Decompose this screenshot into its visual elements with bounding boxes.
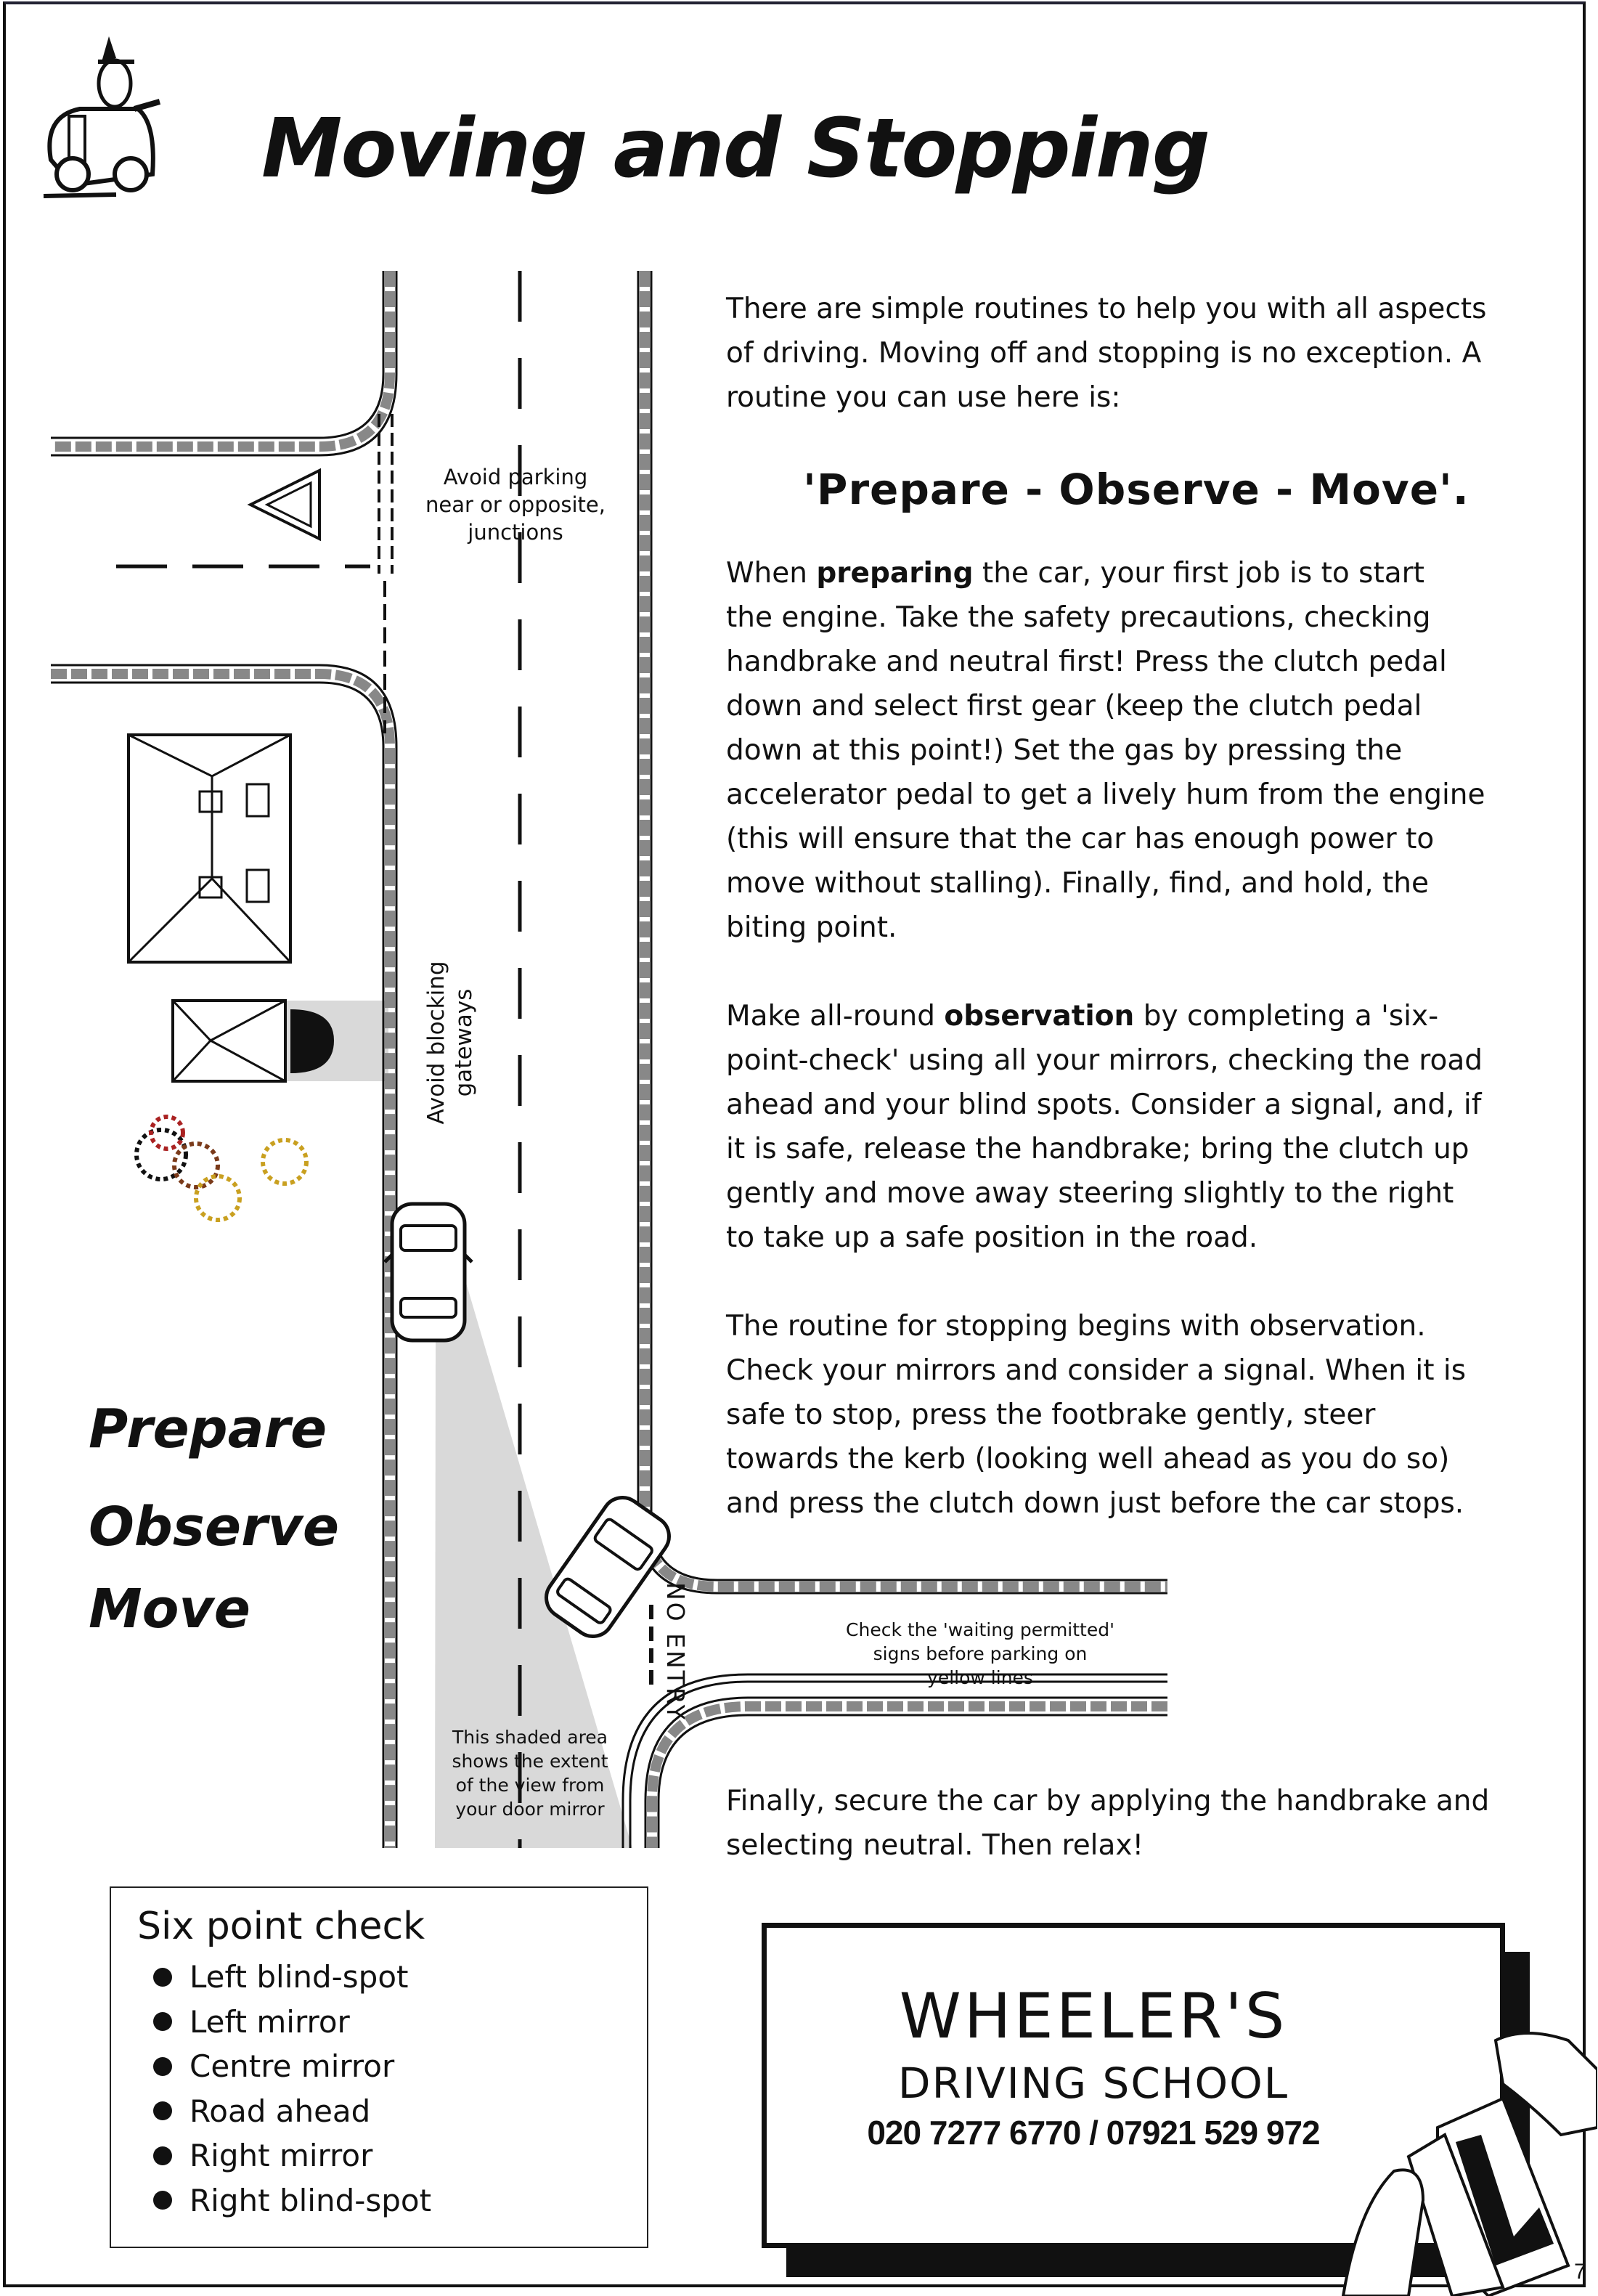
text-line: The routine for stopping begins with observation. [726, 1310, 1426, 1343]
label-line: This shaded area [452, 1727, 608, 1748]
label-line: shows the extent [452, 1751, 608, 1772]
text-line: biting point. [726, 911, 897, 944]
list-item-label: Left mirror [189, 2003, 350, 2040]
label-line: Avoid parking [443, 465, 588, 489]
text-line: to take up a safe position in the road. [726, 1221, 1258, 1254]
final-paragraph [726, 1779, 1489, 1868]
text-line: down at this point!) Set the gas by pressing the [726, 734, 1403, 767]
text-line: move without stalling). Finally, find, and hold, the [726, 867, 1429, 900]
text-line: Finally, secure the car by applying the handbrake and [726, 1785, 1490, 1817]
label-line: signs before parking on [873, 1643, 1088, 1664]
text-line: it is safe, release the handbrake; bring the clutch up [726, 1133, 1469, 1165]
body-text [726, 287, 1546, 1570]
text-line: accelerator pedal to get a lively hum from the engine [726, 778, 1485, 811]
flower-bed [136, 1117, 306, 1220]
shaded-area-label [436, 1725, 624, 1821]
six-point-check-title: Six point check [137, 1905, 425, 1948]
six-point-list [137, 1955, 647, 2223]
bullet-icon [153, 2012, 172, 2031]
garage [173, 1001, 285, 1081]
text-fragment: the car, your first job is to start [973, 557, 1424, 590]
text-line: of driving. Moving off and stopping is no exception. A [726, 337, 1482, 370]
car-moving-off [385, 1204, 472, 1340]
text-fragment: When [726, 557, 817, 590]
school-phone: 020 7277 6770 / 07921 529 972 [867, 2114, 1320, 2152]
text-line: handbrake and neutral first! Press the clutch pedal [726, 646, 1447, 678]
school-name: WHEELER'S [899, 1980, 1288, 2053]
pom-observe: Observe [89, 1496, 340, 1558]
list-item-label: Right mirror [189, 2138, 373, 2173]
avoid-parking-label [407, 463, 624, 546]
label-line: near or opposite, [425, 492, 606, 517]
page-number: 7 [1574, 2260, 1586, 2284]
kerb-left [51, 665, 396, 1848]
no-entry-label: NO ENTRY [661, 1582, 690, 1722]
preparing-paragraph [726, 551, 1546, 950]
label-line: your door mirror [455, 1799, 605, 1820]
house [129, 735, 290, 962]
bullet-icon [153, 1968, 172, 1987]
label-line: Avoid blocking [423, 961, 449, 1125]
text-line: (this will ensure that the car has enough power to [726, 823, 1435, 855]
bold-term: observation [944, 1000, 1135, 1033]
hands-tearing-l-plate-illustration [1263, 2026, 1597, 2296]
avoid-blocking-label [423, 952, 478, 1133]
text-line [726, 994, 1546, 1038]
bold-term: preparing [816, 557, 974, 590]
routine-heading: 'Prepare - Observe - Move'. [803, 465, 1469, 514]
list-item-label: Centre mirror [189, 2048, 395, 2084]
list-item-label: Left blind-spot [189, 1959, 409, 1995]
text-line: routine you can use here is: [726, 381, 1121, 414]
pom-prepare: Prepare [89, 1398, 327, 1460]
list-item [137, 2133, 647, 2178]
label-line: junctions [468, 520, 563, 545]
text-line [726, 551, 1546, 595]
bullet-icon [153, 2101, 172, 2120]
give-way-triangle [250, 471, 319, 539]
six-point-check-box [110, 1886, 648, 2248]
list-item-label: Road ahead [189, 2093, 371, 2129]
school-subtitle: DRIVING SCHOOL [897, 2059, 1289, 2108]
text-line: towards the kerb (looking well ahead as you do so) [726, 1443, 1450, 1475]
text-line: Check your mirrors and consider a signal. When it is [726, 1354, 1467, 1387]
label-line: yellow lines [927, 1667, 1033, 1688]
text-line: the engine. Take the safety precautions, checking [726, 601, 1431, 634]
text-line: gently and move away steering slightly to the right [726, 1177, 1454, 1210]
text-line: point-check' using all your mirrors, checking the road [726, 1044, 1483, 1077]
text-line: safe to stop, press the footbrake gently, steer [726, 1399, 1376, 1431]
label-line: gateways [451, 988, 477, 1097]
waiting-permitted-label [820, 1618, 1140, 1690]
text-line: and press the clutch down just before the car stops. [726, 1487, 1464, 1520]
intro-paragraph [726, 287, 1546, 420]
label-line: of the view from [455, 1775, 605, 1796]
give-way-lines [379, 414, 392, 574]
bullet-icon [153, 2191, 172, 2210]
list-item [137, 2178, 647, 2223]
text-line: There are simple routines to help you with all aspects [726, 293, 1487, 325]
page-title: Moving and Stopping [261, 102, 1209, 196]
bullet-icon [153, 2057, 172, 2076]
list-item [137, 1955, 647, 2000]
observation-paragraph [726, 994, 1546, 1260]
pom-move: Move [89, 1578, 250, 1640]
text-line: ahead and your blind spots. Consider a signal, and, if [726, 1088, 1482, 1121]
label-line: Check the 'waiting permitted' [846, 1619, 1114, 1640]
stopping-paragraph [726, 1304, 1546, 1526]
kerb-top-left [51, 271, 396, 455]
list-item [137, 2000, 647, 2045]
text-fragment: by completing a 'six- [1134, 1000, 1439, 1033]
bullet-icon [153, 2146, 172, 2165]
text-line: selecting neutral. Then relax! [726, 1829, 1144, 1862]
list-item [137, 2089, 647, 2134]
list-item-label: Right blind-spot [189, 2182, 432, 2218]
list-item [137, 2044, 647, 2089]
text-fragment: Make all-round [726, 1000, 945, 1033]
text-line: down and select first gear (keep the clutch pedal [726, 690, 1422, 722]
